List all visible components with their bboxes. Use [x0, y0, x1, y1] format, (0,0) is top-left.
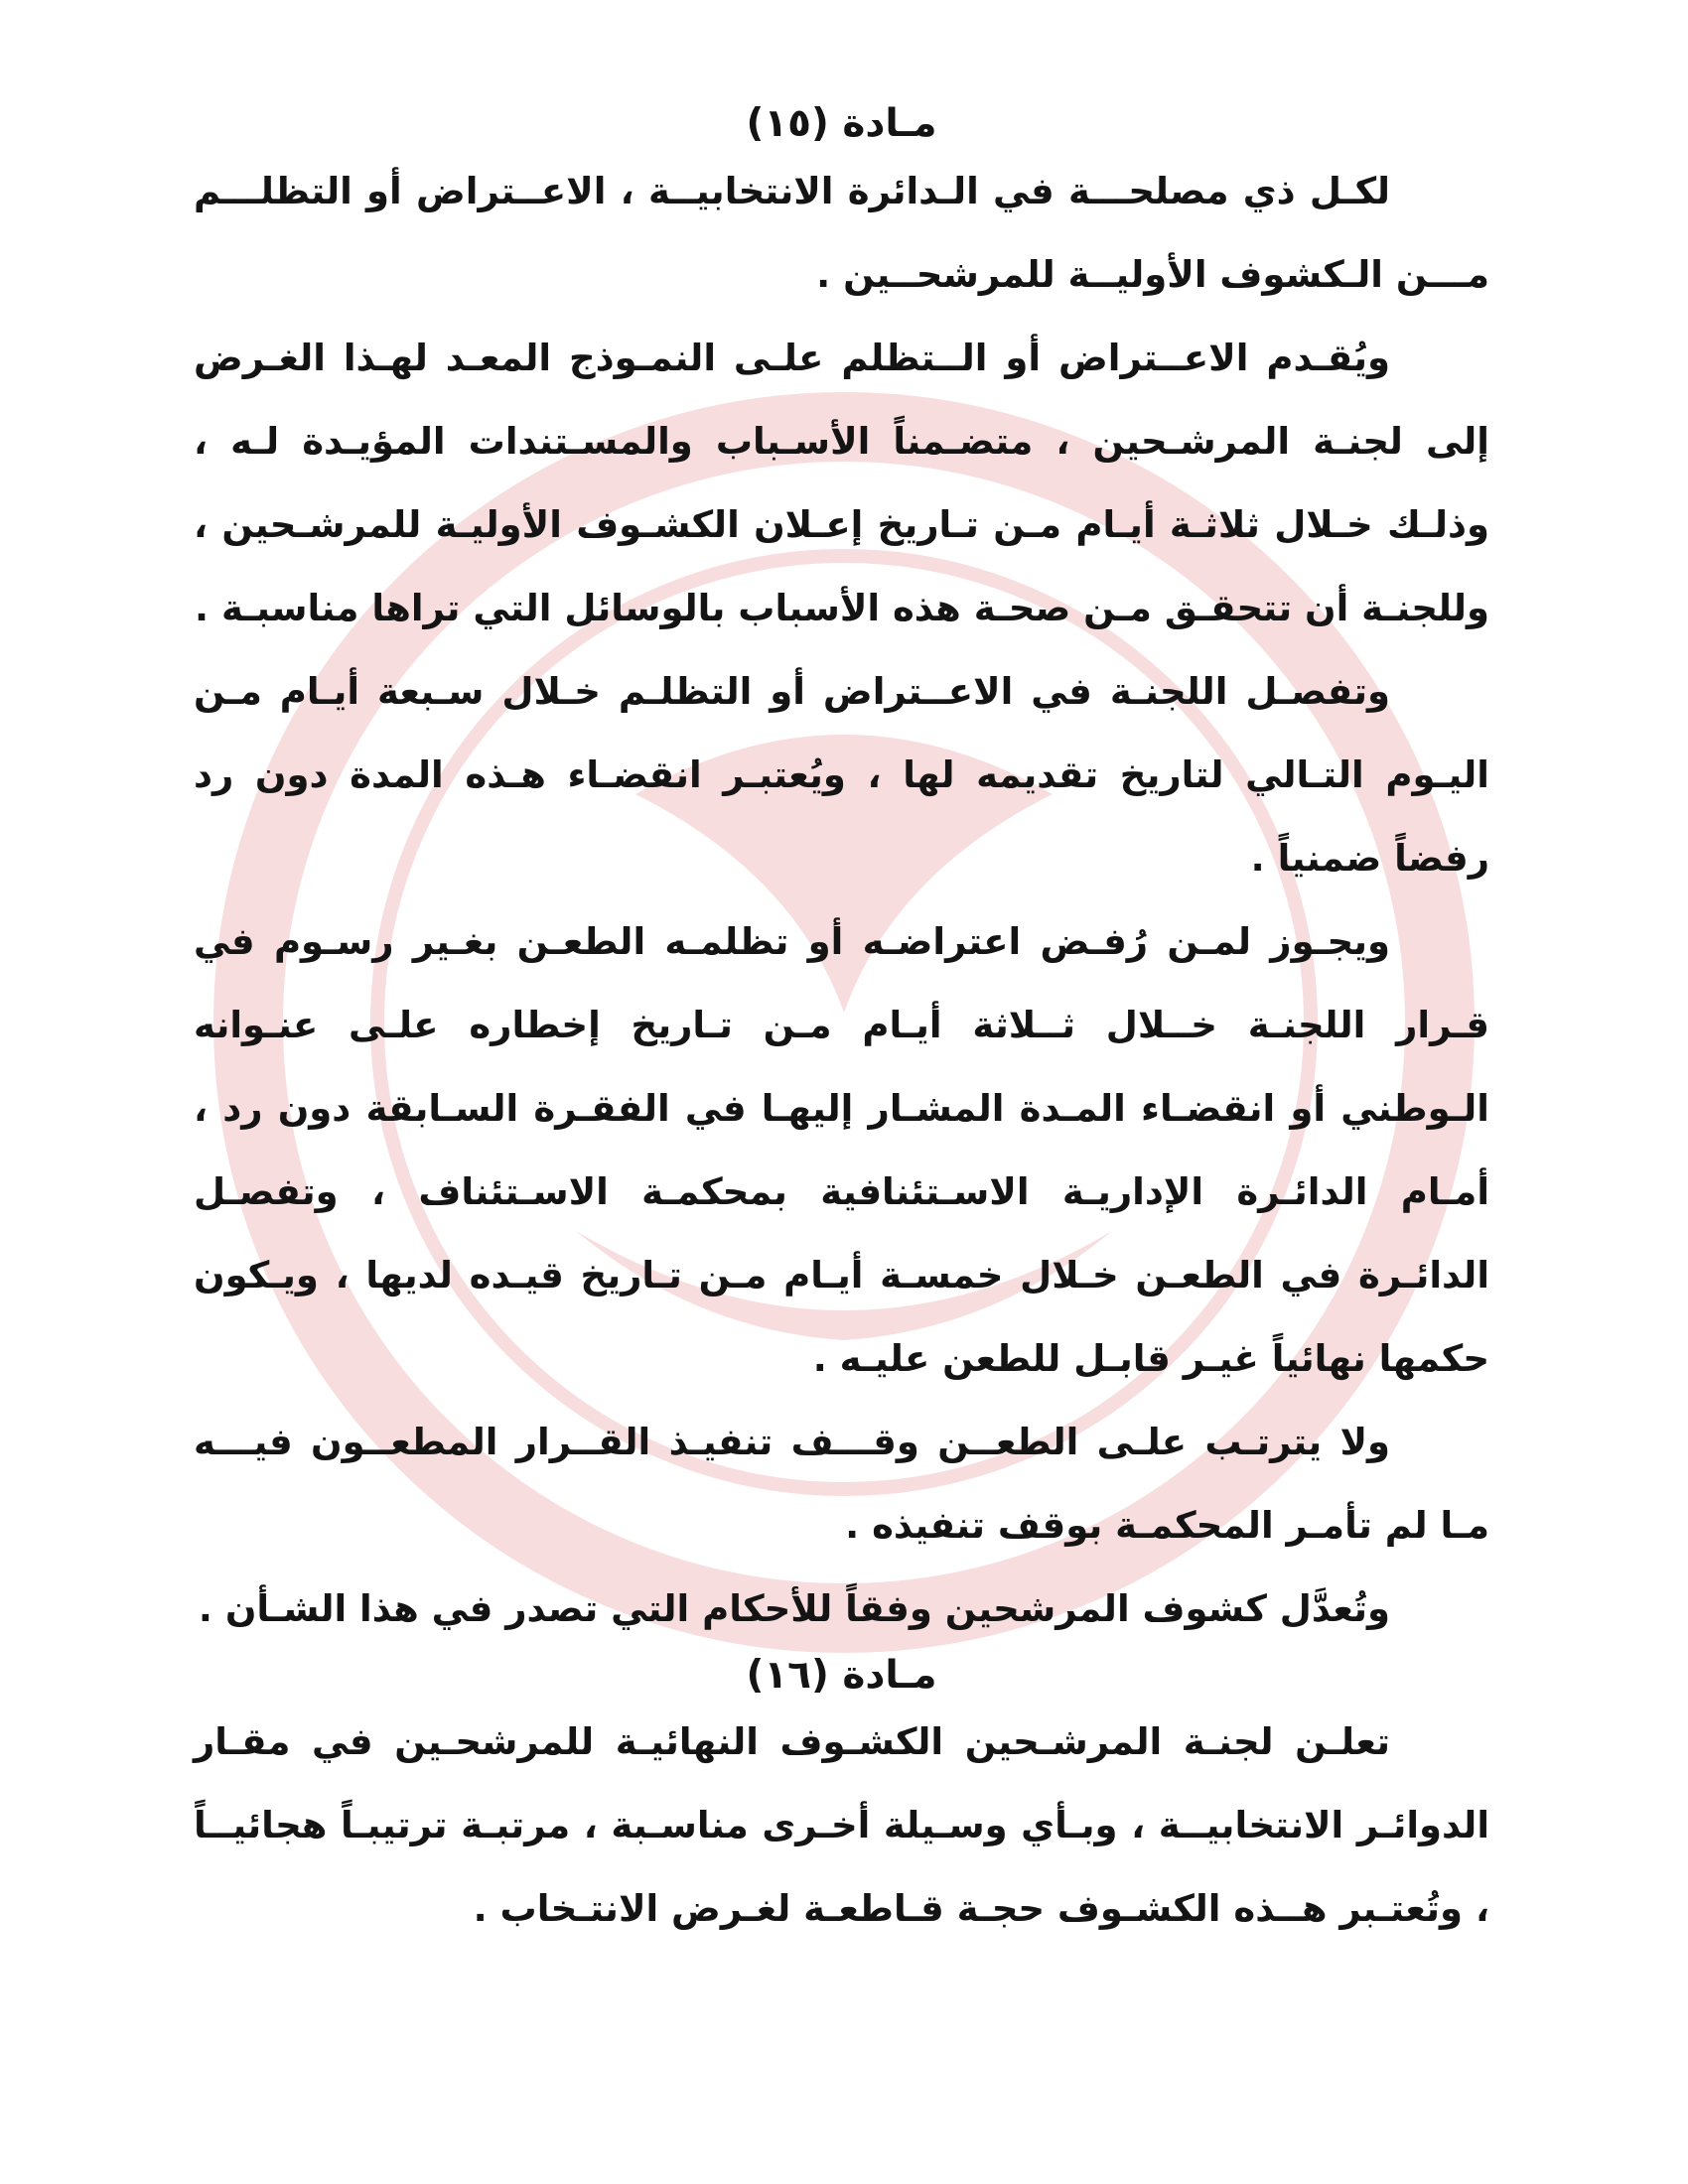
article-15-paragraph-1: لكـل ذي مصلحـــة في الـدائرة الانتخابيــة ، الاعــتراض أو التظلـــم مـــن الـكشوف الأوليــة للمرشحــين .	[194, 169, 1489, 296]
document-page	[194, 99, 1489, 1951]
article-15-title: مـادة (١٥)	[746, 101, 937, 146]
article-15-paragraph-4: ويجـوز لمـن رُفـض اعتراضـه أو تظلمـه الطعـن بغـير رسـوم في قـرار اللجنـة خــلال ثــلاثة أيـام مـن تـاريخ إخطاره علـى عنـوانه الـوطني أو انقضـاء المـدة المشـار إليهـا في الفقـرة السـابقة دون رد ، أمـام الدائـرة الإداريـة الاسـتئنافية بمحكمـة الاسـتئناف ، وتفصـل الدائـرة في الطعـن خـلال خمسـة أيـام مـن تـاريخ قيـده لديها ، ويـكون حكمها نهائياً غيـر قابـل للطعن عليـه .	[194, 919, 1489, 1380]
article-15-paragraph-5: ولا يترتـب علـى الطعــن وقـــف تنفيـذ القــرار المطعــون فيـــه مـا لم تأمـر المحكمـة بوقف تنفيذه .	[194, 1420, 1489, 1547]
article-15-paragraph-2: ويُقـدم الاعــتراض أو الــتظلم علـى النمـوذج المعـد لهـذا الغـرض إلى لجنـة المرشـحين ، متضـمناً الأسـباب والمسـتندات المؤيـدة لـه ، وذلـك خـلال ثلاثـة أيـام مـن تـاريخ إعـلان الكشـوف الأوليـة للمرشـحين ، وللجنـة أن تتحقـق مـن صحـة هذه الأسباب بالوسائل التي تراها مناسبـة .	[194, 336, 1489, 629]
article-15-paragraph-6: وتُعدَّل كشوف المرشحين وفقاً للأحكام التي تصدر في هذا الشـأن .	[198, 1586, 1390, 1630]
article-15-paragraph-3: وتفصـل اللجنـة في الاعــتراض أو التظلـم خـلال سـبعة أيـام مـن اليـوم التـالي لتاريخ تقديمه لها ، ويُعتبـر انقضـاء هـذه المدة دون رد رفضاً ضمنياً .	[194, 669, 1489, 880]
article-16-paragraph-1: تعلـن لجنـة المرشـحين الكشـوف النهائيـة للمرشحـين في مقـار الدوائـر الانتخابيــة ، وبـأي وسـيلة أخـرى مناسـبة ، مرتبـة ترتيبـاً هجائيــاً ، وتُعتـبر هــذه الكشـوف حجـة قـاطعـة لغـرض الانتـخاب .	[194, 1720, 1489, 1931]
article-16-title: مـادة (١٦)	[746, 1652, 937, 1698]
